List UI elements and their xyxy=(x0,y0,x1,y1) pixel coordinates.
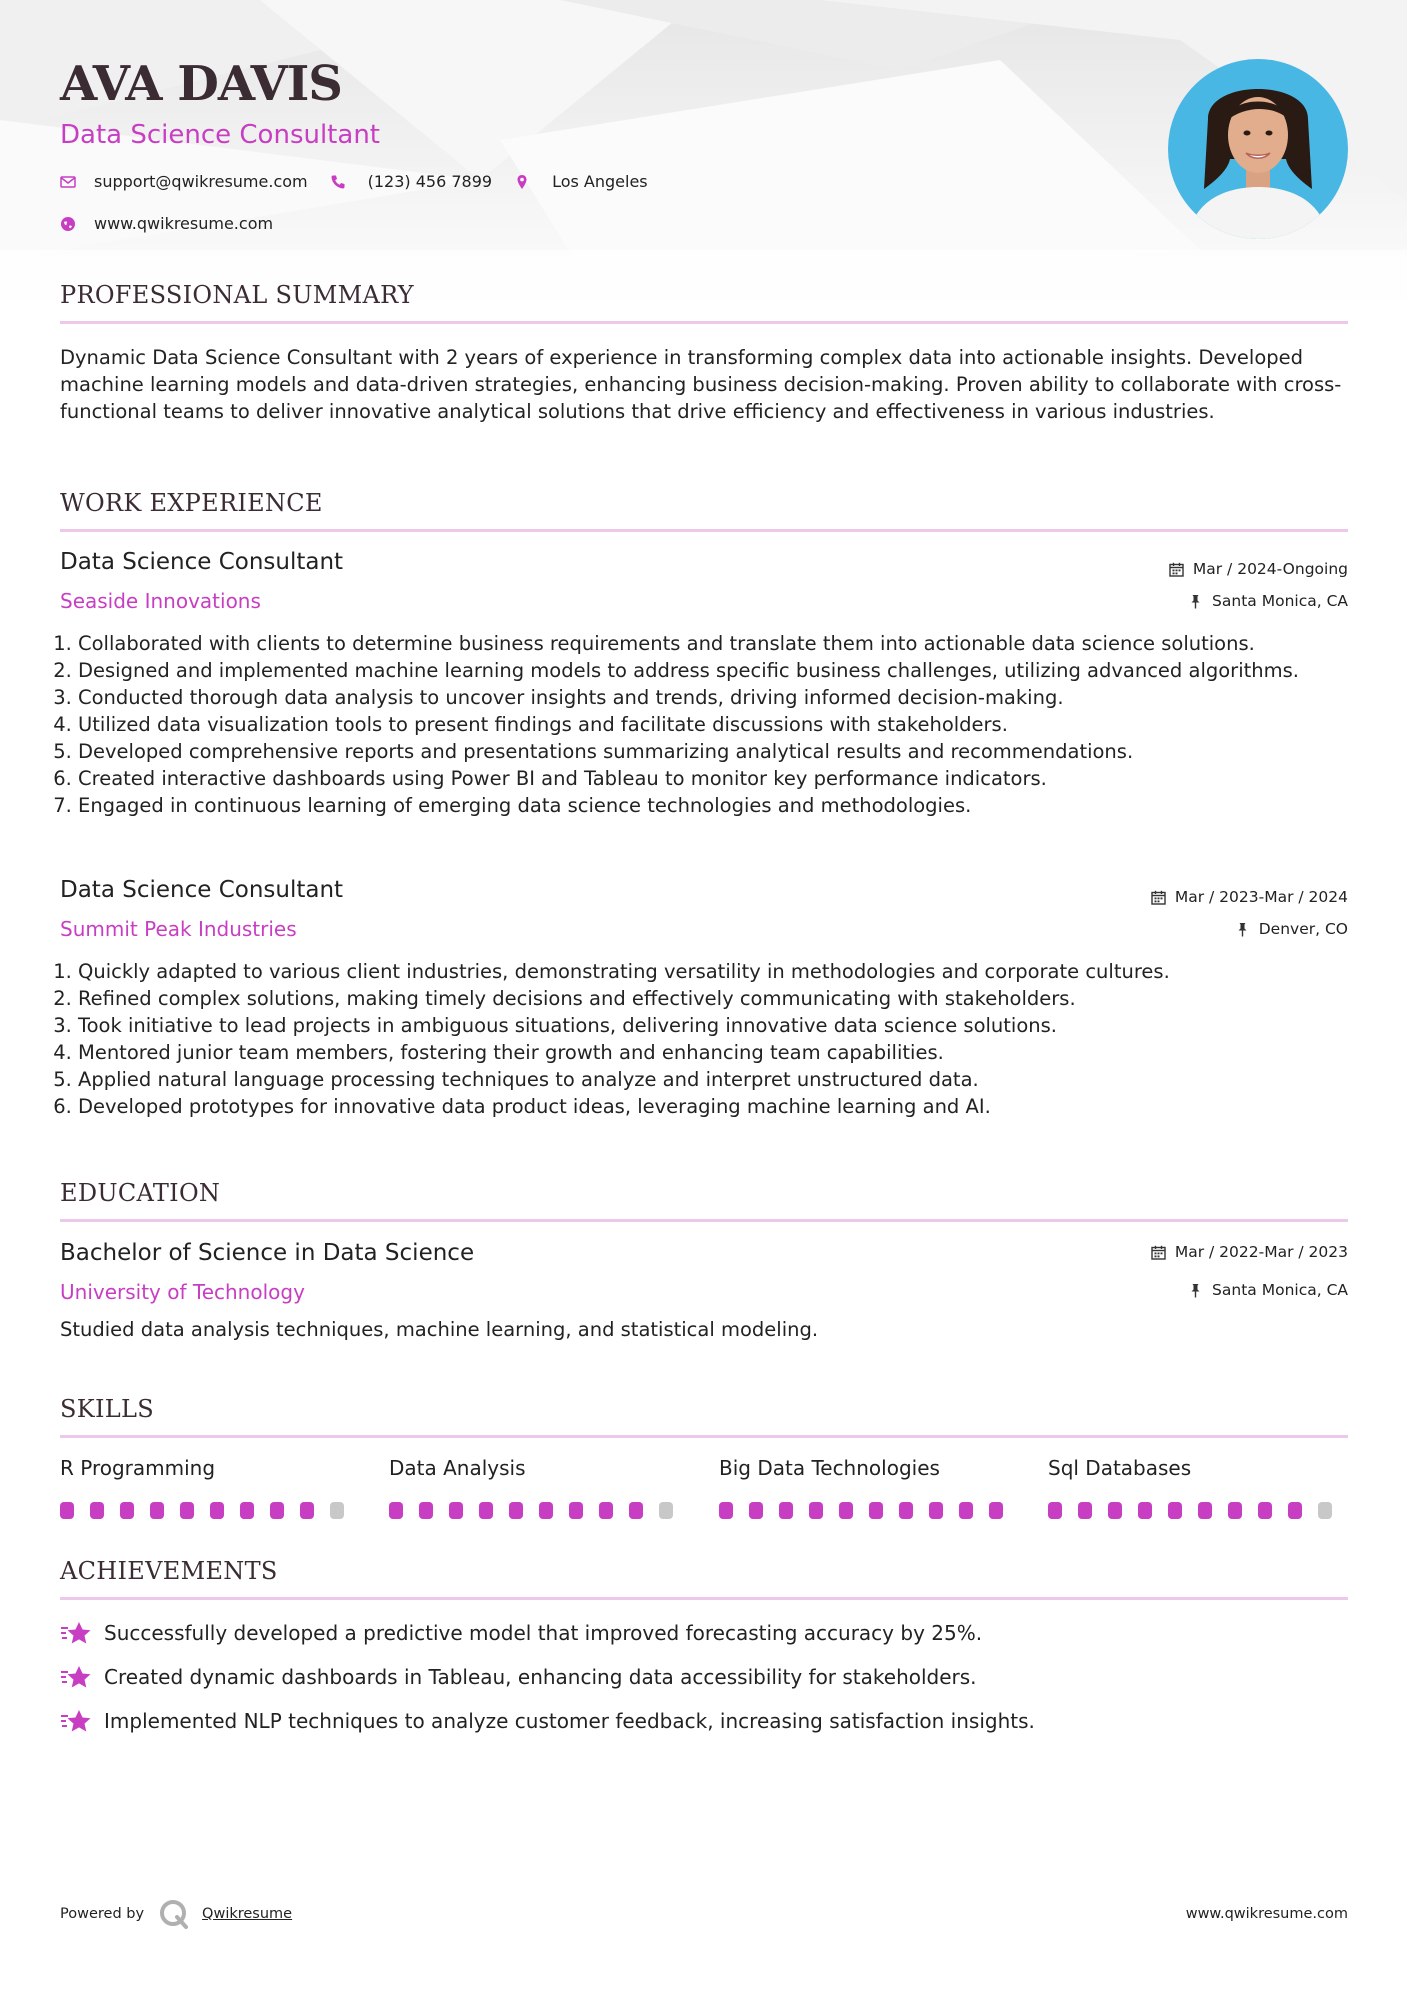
contact-website[interactable] xyxy=(60,214,273,233)
skill-dot-empty xyxy=(330,1502,344,1519)
skill-dot-filled xyxy=(599,1502,613,1519)
footer-website[interactable]: www.qwikresume.com xyxy=(1185,1906,1348,1922)
company-name: Summit Peak Industries xyxy=(60,917,297,941)
skill-name: Big Data Technologies xyxy=(719,1456,940,1480)
pushpin-icon xyxy=(1235,922,1250,937)
pushpin-icon xyxy=(1188,594,1203,609)
skill-dot-filled xyxy=(1078,1502,1092,1519)
contact-location xyxy=(514,172,648,191)
achievement-item xyxy=(60,1664,977,1690)
skill-dot-filled xyxy=(749,1502,763,1519)
skill-dot-filled xyxy=(569,1502,583,1519)
skill-item xyxy=(389,1456,689,1519)
list-item: 5. Developed comprehensive reports and presentations summarizing analytical results and recommendations. xyxy=(78,738,1368,765)
section-divider xyxy=(60,321,1348,324)
contact-row xyxy=(60,172,670,191)
candidate-role: Data Science Consultant xyxy=(60,120,380,150)
job-title: Data Science Consultant xyxy=(60,877,344,903)
skill-dot-filled xyxy=(180,1502,194,1519)
skill-dot-filled xyxy=(839,1502,853,1519)
list-item: 1. Quickly adapted to various client industries, demonstrating versatility in methodologies and corporate cultures. xyxy=(78,958,1368,985)
education-dates xyxy=(1151,1243,1348,1261)
list-item: 1. Collaborated with clients to determine business requirements and translate them into actionable data science solutions. xyxy=(78,630,1368,657)
skill-dot-filled xyxy=(629,1502,643,1519)
envelope-icon xyxy=(60,174,76,190)
skill-dot-filled xyxy=(60,1502,74,1519)
list-item: 5. Applied natural language processing techniques to analyze and interpret unstructured data. xyxy=(78,1066,1368,1093)
calendar-icon xyxy=(1169,562,1184,577)
website-text: www.qwikresume.com xyxy=(94,214,274,233)
job-dates-text: Mar / 2024-Ongoing xyxy=(1192,560,1348,578)
skill-level-dots xyxy=(60,1502,360,1519)
skill-level-dots xyxy=(389,1502,689,1519)
achievement-item xyxy=(60,1708,1035,1734)
section-divider xyxy=(60,1219,1348,1222)
section-divider xyxy=(60,1435,1348,1438)
job-dates-text: Mar / 2023-Mar / 2024 xyxy=(1174,888,1348,906)
section-divider xyxy=(60,1597,1348,1600)
education-location-text: Santa Monica, CA xyxy=(1212,1281,1348,1299)
achievement-text: Implemented NLP techniques to analyze customer feedback, increasing satisfaction insights. xyxy=(104,1709,1035,1733)
skill-dot-filled xyxy=(449,1502,463,1519)
skill-dot-filled xyxy=(389,1502,403,1519)
skill-dot-filled xyxy=(479,1502,493,1519)
skill-item xyxy=(1048,1456,1348,1519)
map-pin-icon xyxy=(514,174,530,190)
skill-dot-filled xyxy=(539,1502,553,1519)
skill-dot-filled xyxy=(989,1502,1003,1519)
skill-item xyxy=(60,1456,360,1519)
calendar-icon xyxy=(1151,890,1166,905)
skill-dot-filled xyxy=(210,1502,224,1519)
skill-level-dots xyxy=(1048,1502,1348,1519)
contact-phone[interactable] xyxy=(330,172,492,191)
job-location-text: Denver, CO xyxy=(1258,920,1348,938)
summary-text: Dynamic Data Science Consultant with 2 years of experience in transforming complex data into actionable insights. Developed machine learning models and data-driven strategies, enhancing business decision-making. Proven ability to collaborate with cross-functional teams to deliver innovative analytical solutions that drive efficiency and effectiveness in various industries. xyxy=(60,346,1342,423)
footer-branding xyxy=(60,1898,292,1930)
skill-dot-filled xyxy=(899,1502,913,1519)
skill-dot-filled xyxy=(779,1502,793,1519)
job-title: Data Science Consultant xyxy=(60,549,344,575)
powered-by-label: Powered by xyxy=(60,1906,145,1922)
achievement-text: Successfully developed a predictive model that improved forecasting accuracy by 25%. xyxy=(104,1621,983,1645)
job-location xyxy=(1235,920,1348,938)
candidate-name: AVA DAVIS xyxy=(60,56,342,112)
job-location xyxy=(1188,592,1348,610)
calendar-icon xyxy=(1151,1245,1166,1260)
job-location-text: Santa Monica, CA xyxy=(1212,592,1348,610)
summary-heading: PROFESSIONAL SUMMARY xyxy=(60,281,414,309)
email-text: support@qwikresume.com xyxy=(94,172,308,191)
skill-dot-filled xyxy=(719,1502,733,1519)
skill-dot-filled xyxy=(120,1502,134,1519)
skill-dot-filled xyxy=(1048,1502,1062,1519)
job-dates xyxy=(1151,888,1348,906)
list-item: 4. Mentored junior team members, fostering their growth and enhancing team capabilities. xyxy=(78,1039,1368,1066)
job-bullets xyxy=(60,958,1368,1120)
skill-dot-empty xyxy=(659,1502,673,1519)
list-item: 6. Created interactive dashboards using Power BI and Tableau to monitor key performance indicators. xyxy=(78,765,1368,792)
education-description: Studied data analysis techniques, machine learning, and statistical modeling. xyxy=(60,1318,819,1341)
skill-item xyxy=(719,1456,1019,1519)
phone-text: (123) 456 7899 xyxy=(367,172,493,191)
education-location xyxy=(1188,1281,1348,1299)
star-icon xyxy=(60,1664,92,1690)
list-item: 2. Designed and implemented machine learning models to address specific business challenges, utilizing advanced algorithms. xyxy=(78,657,1368,684)
education-heading: EDUCATION xyxy=(60,1179,221,1207)
star-icon xyxy=(60,1708,92,1734)
skill-dot-filled xyxy=(1258,1502,1272,1519)
skill-dot-filled xyxy=(1108,1502,1122,1519)
list-item: 4. Utilized data visualization tools to present findings and facilitate discussions with stakeholders. xyxy=(78,711,1368,738)
skill-dot-filled xyxy=(150,1502,164,1519)
achievements-heading: ACHIEVEMENTS xyxy=(60,1557,278,1585)
skill-name: R Programming xyxy=(60,1456,216,1480)
skill-name: Sql Databases xyxy=(1048,1456,1192,1480)
achievement-item xyxy=(60,1620,982,1646)
skill-dot-filled xyxy=(869,1502,883,1519)
list-item: 7. Engaged in continuous learning of emerging data science technologies and methodologies. xyxy=(78,792,1368,819)
skill-dot-filled xyxy=(809,1502,823,1519)
skill-dot-filled xyxy=(929,1502,943,1519)
job-dates xyxy=(1169,560,1348,578)
achievement-text: Created dynamic dashboards in Tableau, enhancing data accessibility for stakeholders. xyxy=(104,1665,977,1689)
school-name: University of Technology xyxy=(60,1280,305,1304)
skill-dot-filled xyxy=(1288,1502,1302,1519)
skill-dot-filled xyxy=(959,1502,973,1519)
skill-level-dots xyxy=(719,1502,1019,1519)
skill-dot-filled xyxy=(270,1502,284,1519)
list-item: 6. Developed prototypes for innovative data product ideas, leveraging machine learning and AI. xyxy=(78,1093,1368,1120)
profile-photo xyxy=(1168,59,1348,239)
star-icon xyxy=(60,1620,92,1646)
skill-dot-filled xyxy=(1168,1502,1182,1519)
contact-row-website xyxy=(60,214,295,233)
job-bullets xyxy=(60,630,1368,819)
qwikresume-logo-icon xyxy=(158,1898,190,1930)
skill-dot-empty xyxy=(1318,1502,1332,1519)
skill-dot-filled xyxy=(1198,1502,1212,1519)
skill-dot-filled xyxy=(300,1502,314,1519)
pushpin-icon xyxy=(1188,1283,1203,1298)
list-item: 3. Conducted thorough data analysis to uncover insights and trends, driving informed decision-making. xyxy=(78,684,1368,711)
education-dates-text: Mar / 2022-Mar / 2023 xyxy=(1174,1243,1348,1261)
list-item: 3. Took initiative to lead projects in ambiguous situations, delivering innovative data science solutions. xyxy=(78,1012,1368,1039)
skill-dot-filled xyxy=(1138,1502,1152,1519)
qwikresume-link[interactable]: Qwikresume xyxy=(202,1906,293,1922)
skills-heading: SKILLS xyxy=(60,1395,154,1423)
location-text: Los Angeles xyxy=(552,172,648,191)
skill-dot-filled xyxy=(90,1502,104,1519)
skill-dot-filled xyxy=(419,1502,433,1519)
phone-icon xyxy=(330,174,346,190)
experience-heading: WORK EXPERIENCE xyxy=(60,489,323,517)
skill-name: Data Analysis xyxy=(389,1456,526,1480)
skill-dot-filled xyxy=(240,1502,254,1519)
degree-title: Bachelor of Science in Data Science xyxy=(60,1240,475,1266)
contact-email[interactable] xyxy=(60,172,308,191)
section-divider xyxy=(60,529,1348,532)
company-name: Seaside Innovations xyxy=(60,589,261,613)
globe-icon xyxy=(60,216,76,232)
skill-dot-filled xyxy=(509,1502,523,1519)
skill-dot-filled xyxy=(1228,1502,1242,1519)
list-item: 2. Refined complex solutions, making timely decisions and effectively communicating with stakeholders. xyxy=(78,985,1368,1012)
